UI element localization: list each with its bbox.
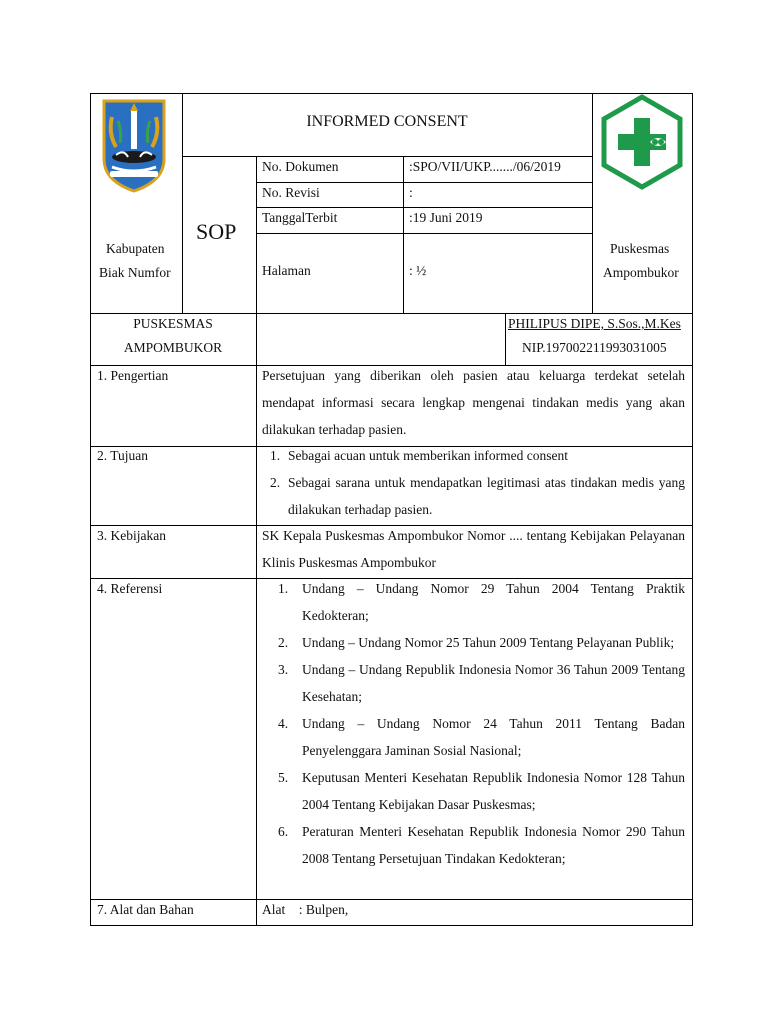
list-item (262, 469, 685, 523)
list-item (262, 442, 685, 469)
list-item-number: 6. (278, 824, 289, 839)
section-label-kebijakan: 3. Kebijakan (97, 528, 166, 543)
list-item-number: 1. (278, 581, 289, 596)
page-value: : ½ (409, 263, 427, 278)
section-label-tujuan: 2. Tujuan (97, 448, 149, 463)
signer-name: PHILIPUS DIPE, S.Sos.,M.Kes (508, 316, 681, 331)
signature-org-line2: AMPOMBUKOR (123, 340, 223, 355)
section-label-referensi: 4. Referensi (97, 581, 163, 596)
biak-numfor-crest-icon (98, 97, 170, 193)
list-item-number: 3. (278, 662, 289, 677)
list-item-number: 2. (278, 635, 289, 650)
section-label-pengertian: 1. Pengertian (97, 368, 169, 383)
list-item-text: Keputusan Menteri Kesehatan Republik Indonesia Nomor 128 Tahun 2004 Tentang Kebijakan Dasar Puskesmas; (302, 770, 685, 812)
issue-date-value: :19 Juni 2019 (409, 210, 483, 225)
signer-nip: NIP.197002211993031005 (522, 340, 667, 355)
right-org-line1: Puskesmas (610, 241, 670, 256)
list-item (256, 764, 685, 818)
section-text-alat: Alat : Bulpen, (262, 902, 349, 917)
section-text-kebijakan: SK Kepala Puskesmas Ampombukor Nomor .... tentang Kebijakan Pelayanan Klinis Puskesmas Ampombukor (262, 528, 685, 570)
list-item (256, 818, 685, 872)
signature-org-line1: PUSKESMAS (133, 316, 213, 331)
section-label-alat: 7. Alat dan Bahan (97, 902, 194, 917)
list-item-text: Peraturan Menteri Kesehatan Republik Indonesia Nomor 290 Tahun 2008 Tentang Persetujuan Tindakan Kedokteran; (302, 824, 685, 866)
list-item (256, 656, 685, 710)
right-org-line2: Ampombukor (603, 265, 679, 280)
left-org-line2: Biak Numfor (99, 265, 171, 280)
list-item-number: 5. (278, 770, 289, 785)
section-text-pengertian: Persetujuan yang diberikan oleh pasien atau keluarga terdekat setelah mendapat informasi secara lengkap mengenai tindakan medis yang akan dilakukan terhadap pasien. (262, 368, 685, 437)
list-item (256, 710, 685, 764)
doc-number-value: :SPO/VII/UKP......./06/2019 (409, 159, 561, 174)
list-item (256, 575, 685, 629)
revision-label: No. Revisi (262, 185, 320, 200)
revision-value: : (409, 185, 413, 200)
list-item-text: Undang – Undang Republik Indonesia Nomor 36 Tahun 2009 Tentang Kesehatan; (302, 662, 685, 704)
list-item-text: Sebagai sarana untuk mendapatkan legitimasi atas tindakan medis yang dilakukan terhadap pasien. (288, 475, 685, 517)
list-item-text: Undang – Undang Nomor 24 Tahun 2011 Tentang Badan Penyelenggara Jaminan Sosial Nasional; (302, 716, 685, 758)
doc-number-label: No. Dokumen (262, 159, 339, 174)
issue-date-label: TanggalTerbit (262, 210, 338, 225)
list-item (256, 629, 685, 656)
sop-label: SOP (196, 219, 237, 244)
list-item-text: Undang – Undang Nomor 29 Tahun 2004 Tentang Praktik Kedokteran; (302, 581, 685, 623)
tujuan-list (262, 442, 685, 523)
referensi-list (256, 575, 685, 872)
document-title: INFORMED CONSENT (306, 113, 468, 130)
list-item-number: 1. (270, 448, 281, 463)
page-label: Halaman (262, 263, 311, 278)
list-item-text: Undang – Undang Nomor 25 Tahun 2009 Tentang Pelayanan Publik; (302, 635, 675, 650)
list-item-number: 2. (270, 475, 281, 490)
list-item-text: Sebagai acuan untuk memberikan informed consent (288, 448, 569, 463)
list-item-number: 4. (278, 716, 289, 731)
left-org-line1: Kabupaten (106, 241, 165, 256)
puskesmas-cross-logo-icon (600, 94, 684, 190)
